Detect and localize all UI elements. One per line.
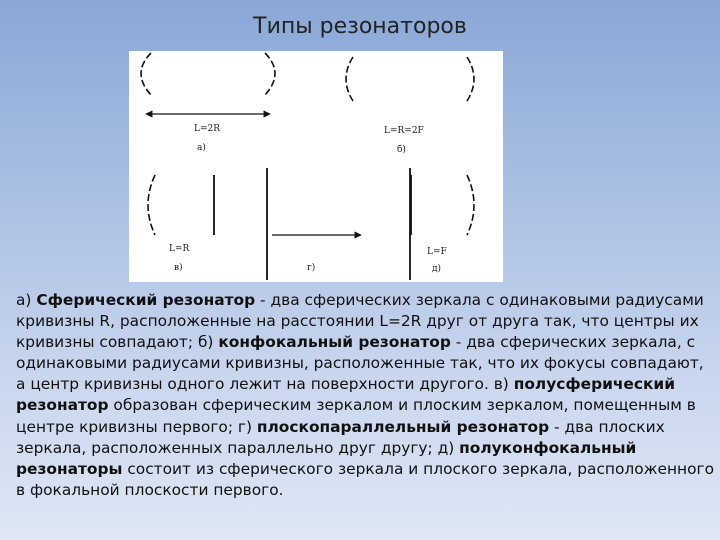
term-confocal: конфокальный резонатор bbox=[218, 333, 451, 352]
term-hemispherical: полусферический резонатор bbox=[16, 375, 676, 415]
text-part-4: образован сферическим зеркалом и плоским зеркалом, помещенным в центре кривизны первого; г) bbox=[16, 396, 696, 436]
mirror-b-right bbox=[467, 57, 474, 101]
label-b-eq: L=R=2F bbox=[384, 126, 424, 136]
label-d-tag: г) bbox=[307, 263, 316, 273]
term-spherical: Сферический резонатор bbox=[36, 291, 256, 309]
mirror-a-left bbox=[141, 53, 151, 95]
term-semiconfocal: полуконфокальный резонаторы bbox=[16, 438, 637, 478]
label-e-eq: L=F bbox=[427, 247, 447, 257]
label-a-eq: L=2R bbox=[194, 124, 221, 134]
diagram-b-confocal bbox=[346, 57, 474, 155]
diagram-c-hemispherical bbox=[148, 175, 214, 273]
label-c-eq: L=R bbox=[169, 244, 190, 254]
resonator-diagram bbox=[129, 51, 503, 282]
text-part-2: - два сферических зеркала с одинаковыми радиусами кривизны R, расположенные на расстоянии L=2R друг от друга так, что центры их кривизны совпадают; б) bbox=[16, 291, 704, 352]
label-c-tag: в) bbox=[174, 263, 183, 273]
term-plane-parallel: плоскопараллельный резонатор bbox=[256, 417, 550, 436]
mirror-e-right bbox=[467, 175, 474, 235]
diagram-e-semiconfocal bbox=[411, 175, 474, 274]
text-part-1: а) bbox=[16, 291, 37, 309]
label-e-tag: д) bbox=[432, 264, 442, 274]
text-part-3: - два сферических зеркала, с одинаковыми радиусами кривизны, расположенные так, что их фокусы совпадают, а центр кривизны одного лежит на поверхности другого. в) bbox=[16, 333, 704, 394]
mirror-b-left bbox=[346, 57, 353, 101]
text-part-5: - два плоских зеркала, расположенных параллельно друг другу; д) bbox=[16, 417, 665, 457]
slide-title: Типы резонаторов bbox=[253, 14, 467, 39]
label-b-tag: б) bbox=[397, 145, 406, 155]
description-text bbox=[16, 290, 716, 501]
diagram-a-spherical bbox=[141, 53, 275, 153]
label-a-tag: а) bbox=[197, 143, 206, 153]
text-part-6: состоит из сферического зеркала и плоского зеркала, расположенного в фокальной плоскости первого. bbox=[16, 459, 715, 499]
mirror-a-right bbox=[265, 53, 275, 95]
mirror-c-left bbox=[148, 175, 155, 235]
diagram-d-plane-parallel bbox=[267, 168, 410, 280]
